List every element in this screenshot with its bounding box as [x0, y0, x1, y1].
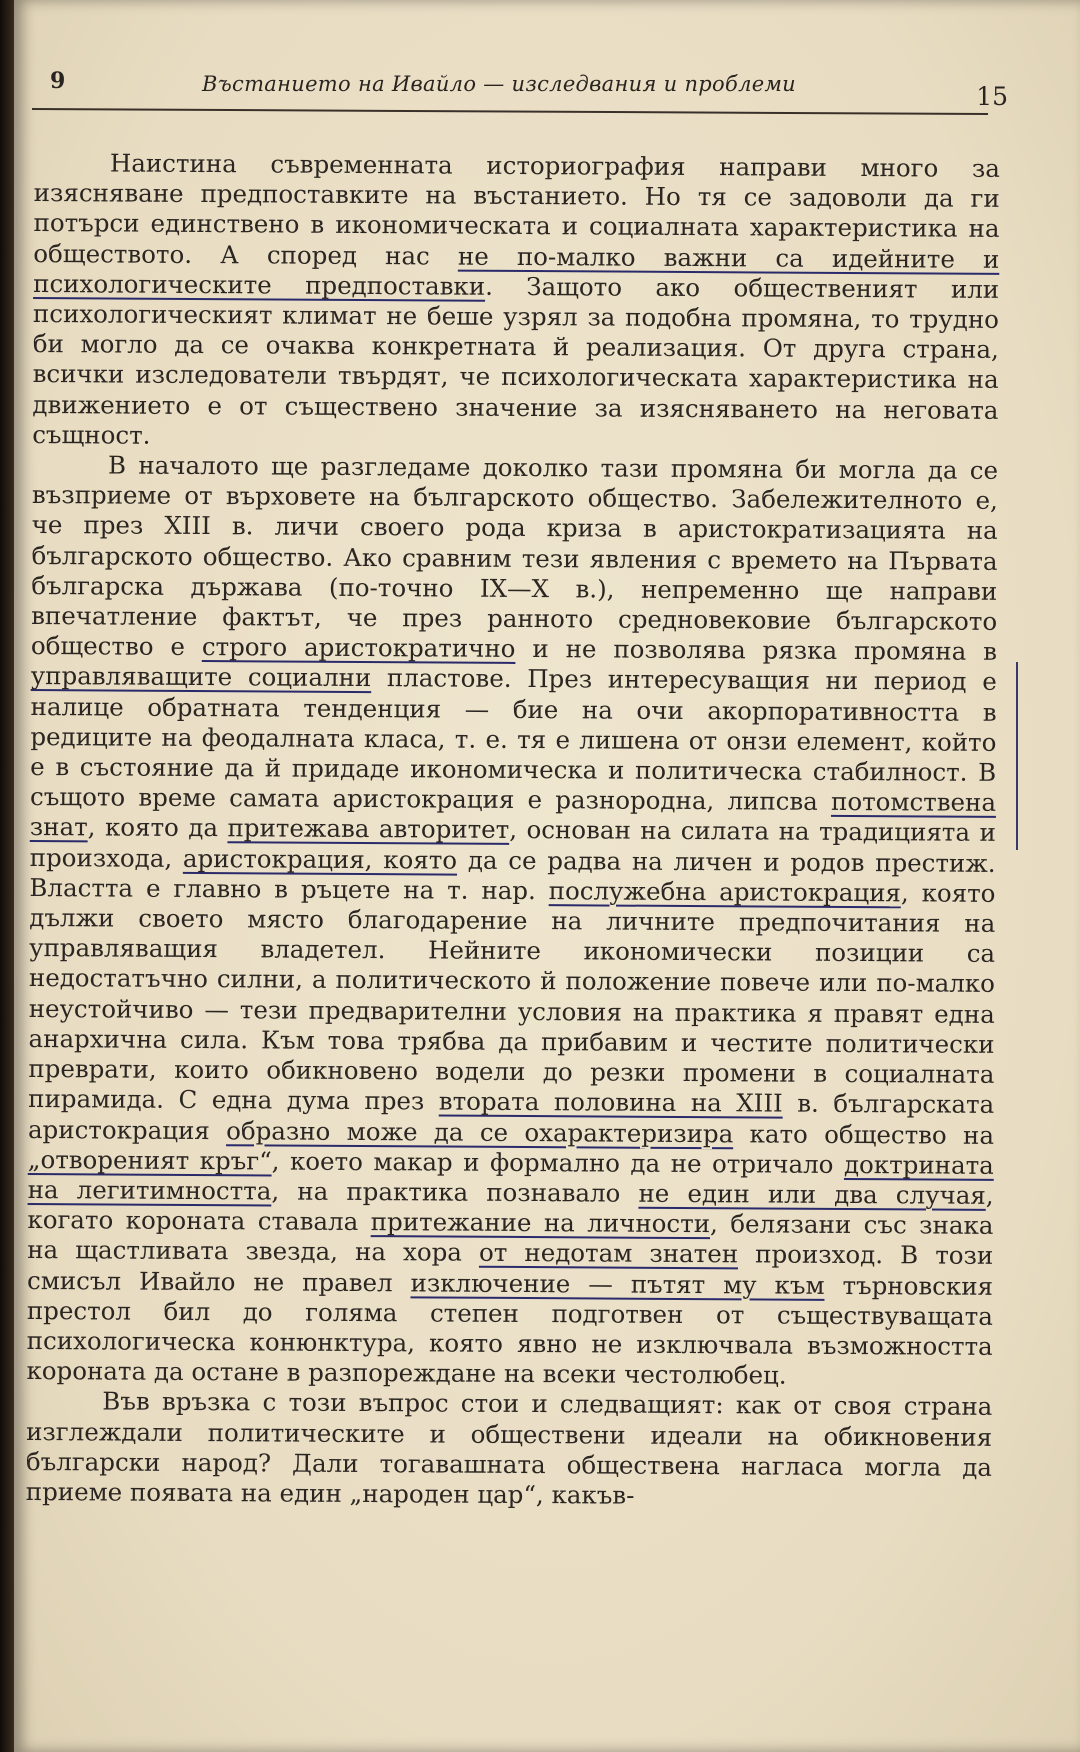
text-run: , която да [87, 812, 228, 843]
page-number-right: 15 [976, 82, 1008, 111]
underlined-phrase: притежава авторитет [227, 813, 510, 845]
underlined-phrase: втората половина на XIII [438, 1086, 783, 1118]
text-run: . Защото ако общественият или психологическият климат не беше узрял за подобна промяна, то трудно би могло да се очаква конкретната й реализация. От друга страна, всички изследователи твърдят, че психологическата характеристика на движението е от съществено значение за изясняването на неговата същност. [32, 271, 1000, 450]
page-header [34, 62, 1014, 112]
underlined-phrase: послужебна аристокрация [548, 876, 902, 908]
underlined-phrase: строго аристократично [201, 632, 516, 664]
text-run: В началото ще разгледаме доколко тази промяна би могла да се възприеме от върховете на българското общество. Забележителното е, че през XIII в. личи своего рода криза в аристократизацията на българското общество. Ако сравним тези явления с времето на Първата българска държава (по-точно IX—X в.), непременно ще направи впечатление фактът, че през ранното средновековие българското общество е [30, 450, 999, 662]
underlined-phrase: притежание на личности [370, 1207, 711, 1239]
text-run: , когато короната ставала [27, 1180, 994, 1237]
body-text [26, 148, 1000, 1513]
text-run: Наистина съвременната историография направи много за изясняване предпоставките на въстанието. Но тя се задоволи да ги потърси единствено в икономическата и социалната характеристика на обществото. А според нас [33, 148, 1000, 271]
underlined-phrase: не по-малко важни са идейните и психологическите предпоставки [33, 241, 1000, 301]
underlined-phrase: „отвореният кръг“ [27, 1144, 272, 1176]
underlined-phrase: образно може да се охарактеризира [226, 1115, 734, 1148]
underlined-phrase: доктрината на легитимността [27, 1149, 994, 1206]
text-run: да се радва на личен и родов престиж. Властта е главно в ръцете на т. нар. [29, 845, 996, 906]
underlined-phrase: не един или два случая [638, 1178, 986, 1210]
text-run: , което макар и формално да не отричало [271, 1146, 845, 1179]
margin-pencil-mark [1016, 662, 1018, 850]
paragraph [32, 148, 1000, 456]
text-run: и не позволява рязка промяна в [515, 634, 998, 667]
underlined-phrase: управляващите социални [30, 661, 372, 693]
underlined-phrase: аристокрация, която [182, 843, 458, 875]
running-title: Въстанието на Ивайло — изследвания и проблеми [202, 72, 797, 96]
text-run: произход. В този смисъл Ивайло не правел [26, 1239, 994, 1297]
book-spine-shadow [0, 0, 14, 1752]
paragraph [26, 1386, 993, 1513]
underlined-phrase: от недотам знатен [478, 1238, 739, 1269]
underlined-phrase: изключение — пътят му към [410, 1267, 825, 1300]
underlined-phrase: потомствена знат [29, 787, 997, 842]
scanned-page [14, 0, 1080, 1752]
text-run: , на практика познавало [271, 1176, 639, 1208]
paragraph [26, 450, 998, 1392]
text-run: , белязани със знака на щастливата звезда, на хора [27, 1209, 994, 1268]
text-run: в. българската аристокрация [27, 1088, 995, 1145]
text-run: , основан на силата на традицията и произхода, [29, 815, 996, 873]
text-run: пластове. През интересуващия ни период е налице обратната тенденция — бие на очи акорпоративността в редиците на феодалната класа, т. е. тя е лишена от онзи елемент, който е в състояние да й придаде икономическа и политическа стабилност. В същото време самата аристокрация е разнородна, липсва [29, 663, 997, 817]
text-run: търновския престол бил до голяма степен подготвен от съществуващата психологическа конюнктура, която явно не изключвала възможността короната да остане в разпореждане на всеки честолюбец. [26, 1270, 994, 1390]
text-run: , която дължи своето място благодарение на личните предпочитания на управляващия владетел. Нейните икономически позиции са недостатъчно силни, а политическото й положение повече или по-малко неустойчиво — тези предварителни условия на практика я правят една анархична сила. Към това трябва да прибавим и честите политически преврати, които обикновено водели до резки промени в социалната пирамида. С една дума през [28, 878, 996, 1116]
text-run: Във връзка с този въпрос стои и следващият: как от своя страна изглеждали политическите и обществени идеали на обикновения български народ? Дали тогавашната обществена нагласа могла да приеме появата на един „народен цар“, какъв- [25, 1386, 993, 1510]
page-number-left: 9 [50, 68, 66, 94]
text-run: като общество на [733, 1118, 995, 1150]
